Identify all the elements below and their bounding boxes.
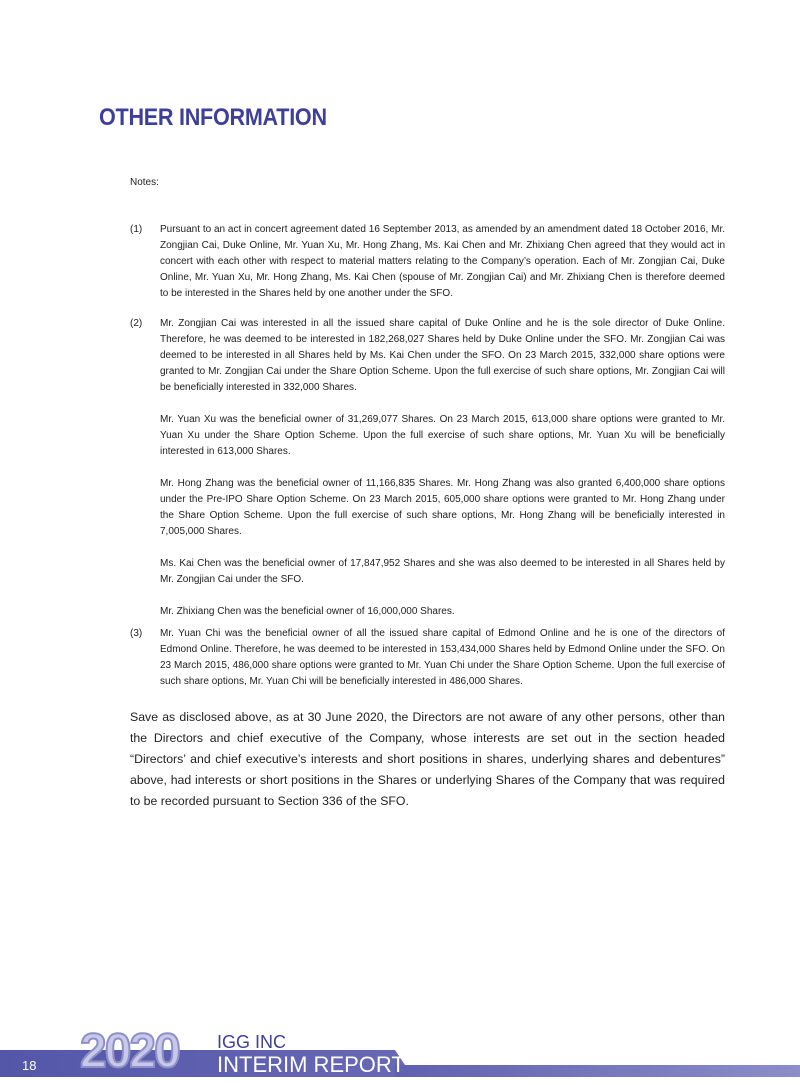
closing-paragraph: Save as disclosed above, as at 30 June 2020, the Directors are not aware of any other persons, other than the Directors and chief executive of the Company, whose interests are set out in the section headed “Directors’ and chief executive’s interests and short positions in shares, underlying shares and debentures” above, had interests or short positions in the Shares or underlying Shares of the Company that was required to be recorded pursuant to Section 336 of the SFO. bbox=[130, 710, 725, 808]
company-name: IGG INC bbox=[217, 1032, 287, 1052]
note-paragraph: Pursuant to an act in concert agreement dated 16 September 2013, as amended by an amendment dated 18 October 2016, Mr. Zongjian Cai, Duke Online, Mr. Yuan Xu, Mr. Hong Zhang, Ms. Kai Chen and Mr. Zhixiang Chen agreed that they would act in concert with each other with respect to material matters relating to the Company’s operation. Each of Mr. Zongjian Cai, Duke Online, Mr. Yuan Xu, Mr. Hong Zhang, Ms. Kai Chen (spouse of Mr. Zongjian Cai) and Mr. Zhixiang Chen is therefore deemed to be interested in the Shares held by one another under the SFO. bbox=[160, 224, 725, 299]
page-number: 18 bbox=[22, 1058, 37, 1073]
note-paragraph: Mr. Yuan Chi was the beneficial owner of all the issued share capital of Edmond Online and he is one of the directors of Edmond Online. Therefore, he was deemed to be interested in 153,434,000 Shares held by Edmond Online under the SFO. On 23 March 2015, 486,000 share options were granted to Mr. Yuan Chi under the Share Option Scheme. Upon the full exercise of such share options, Mr. Yuan Chi will be beneficially interested in 486,000 Shares. bbox=[160, 628, 725, 687]
footer-bar-right bbox=[395, 1065, 800, 1077]
footer-notch bbox=[395, 1050, 800, 1065]
note-paragraph: Mr. Hong Zhang was the beneficial owner of 11,166,835 Shares. Mr. Hong Zhang was also granted 6,400,000 share options under the Pre-IPO Share Option Scheme. On 23 March 2015, 605,000 share options were granted to Mr. Hong Zhang under the Share Option Scheme. Upon the full exercise of such share options, Mr. Hong Zhang will be beneficially interested in 7,005,000 Shares. bbox=[160, 478, 725, 537]
note-number: (1) bbox=[130, 224, 143, 235]
note-3 bbox=[130, 626, 725, 690]
report-title: INTERIM REPORT bbox=[217, 1052, 405, 1077]
page-footer bbox=[0, 1020, 800, 1085]
note-number: (3) bbox=[130, 628, 143, 639]
note-paragraph: Mr. Zhixiang Chen was the beneficial owner of 16,000,000 Shares. bbox=[160, 606, 455, 617]
note-paragraph: Ms. Kai Chen was the beneficial owner of 17,847,952 Shares and she was also deemed to be interested in all Shares held by Mr. Zongjian Cai under the SFO. bbox=[160, 558, 725, 585]
note-paragraph: Mr. Yuan Xu was the beneficial owner of 31,269,077 Shares. On 23 March 2015, 613,000 share options were granted to Mr. Yuan Xu under the Share Option Scheme. Upon the full exercise of such share options, Mr. Yuan Xu will be beneficially interested in 613,000 Shares. bbox=[160, 414, 725, 457]
note-number: (2) bbox=[130, 318, 143, 329]
year-logo: 2020 bbox=[80, 1025, 179, 1078]
note-paragraph: Mr. Zongjian Cai was interested in all the issued share capital of Duke Online and he is the sole director of Duke Online. Therefore, he was deemed to be interested in 182,268,027 Shares held by Duke Online under the SFO. Mr. Zongjian Cai was deemed to be interested in all Shares held by Ms. Kai Chen under the SFO. On 23 March 2015, 332,000 share options were granted to Mr. Zongjian Cai under the Share Option Scheme. Upon the full exercise of such share options, Mr. Zongjian Cai will be beneficially interested in 332,000 Shares. bbox=[160, 318, 725, 393]
notes-label: Notes: bbox=[130, 177, 159, 188]
note-1 bbox=[130, 222, 725, 302]
note-2 bbox=[130, 316, 725, 620]
page-title: OTHER INFORMATION bbox=[99, 104, 327, 131]
